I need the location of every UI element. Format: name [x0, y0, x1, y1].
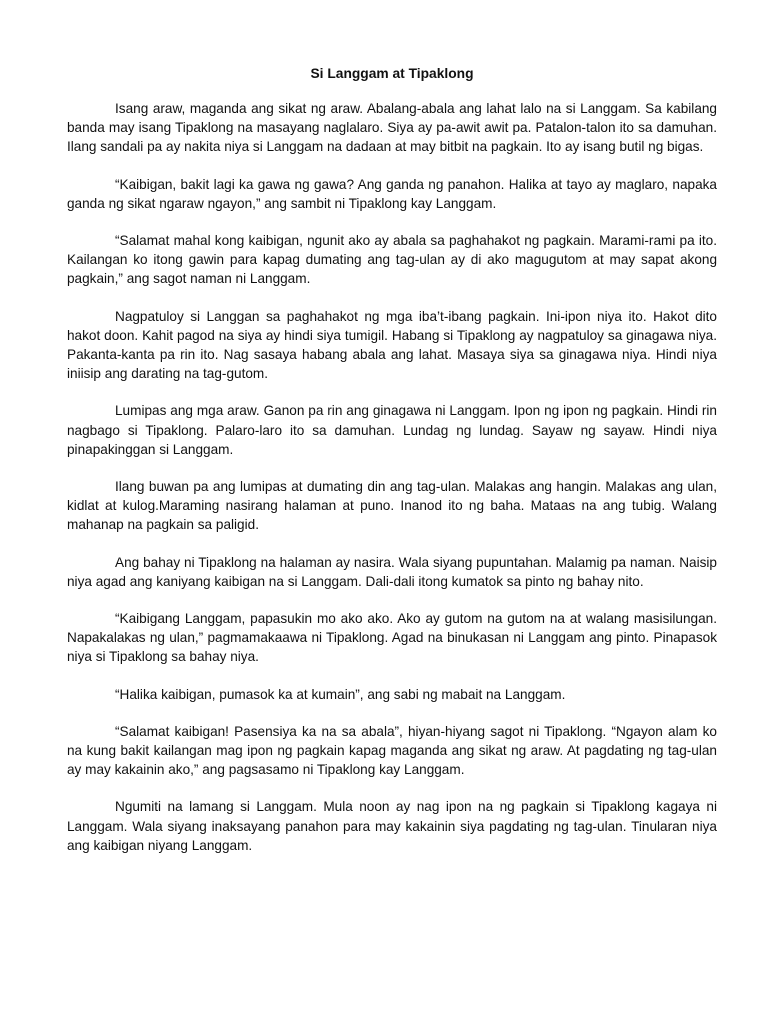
paragraph-11: Ngumiti na lamang si Langgam. Mula noon ay nag ipon na ng pagkain si Tipaklong kagaya ni Langgam. Wala siyang inaksayang panahon para may kakainin siya pagdating ng tag-ulan. Tinularan niya ang kaibigan niyang Langgam.: [67, 799, 717, 853]
paragraph-8: “Kaibigang Langgam, papasukin mo ako ako. Ako ay gutom na gutom na at walang masisilungan. Napakalakas ng ulan,” pagmamakaawa ni Tipaklong. Agad na binukasan ni Langgam ang pinto. Pinapasok niya si Tipaklong sa bahay niya.: [67, 611, 717, 665]
document-title: Si Langgam at Tipaklong: [310, 66, 474, 81]
paragraph-4: Nagpatuloy si Langgan sa paghahakot ng mga iba’t-ibang pagkain. Ini-ipon niya ito. Hakot dito hakot doon. Kahit pagod na siya ay hindi siya tumigil. Habang si Tipaklong ay nagpatuloy sa ginagawa niya. Pakanta-kanta pa rin ito. Nag sasaya habang abala ang lahat. Masaya siya sa ginagawa niya. Hindi niya iniisip ang darating na tag-gutom.: [67, 308, 717, 382]
paragraph-6: Ilang buwan pa ang lumipas at dumating din ang tag-ulan. Malakas ang hangin. Malakas ang ulan, kidlat at kulog.Maraming nasirang halaman at puno. Inanod ito ng baha. Mataas na ang tubig. Walang mahanap na pagkain sa paligid.: [67, 479, 717, 533]
paragraph-10: “Salamat kaibigan! Pasensiya ka na sa abala”, hiyan-hiyang sagot ni Tipaklong. “Ngayon alam ko na kung bakit kailangan mag ipon ng pagkain kapag maganda ang sikat ng araw. At pagdating ng tag-ulan ay may kakainin ako,” ang pagsasamo ni Tipaklong kay Langgam.: [67, 723, 717, 778]
paragraph-3: “Salamat mahal kong kaibigan, ngunit ako ay abala sa paghahakot ng pagkain. Marami-rami pa ito. Kailangan ko itong gawin para kapag dumating ang tag-ulan ay di ako magugutom at may sapat akong pagkain,” ang sagot naman ni Langgam.: [67, 233, 717, 287]
paragraph-5: Lumipas ang mga araw. Ganon pa rin ang ginagawa ni Langgam. Ipon ng ipon ng pagkain. Hindi rin nagbago si Tipaklong. Palaro-laro ito sa damuhan. Lundag ng lundag. Sayaw ng sayaw. Hindi niya pinapakinggan si Langgam.: [67, 403, 717, 457]
paragraph-9: “Halika kaibigan, pumasok ka at kumain”, ang sabi ng mabait na Langgam.: [115, 686, 566, 702]
paragraph-2: “Kaibigan, bakit lagi ka gawa ng gawa? Ang ganda ng panahon. Halika at tayo ay maglaro, napaka ganda ng sikat ngaraw ngayon,” ang sambit ni Tipaklong kay Langgam.: [67, 176, 717, 211]
paragraph-7: Ang bahay ni Tipaklong na halaman ay nasira. Wala siyang pupuntahan. Malamig pa naman. Naisip niya agad ang kaniyang kaibigan na si Langgam. Dali-dali itong kumatok sa pinto ng bahay nito.: [67, 554, 717, 589]
paragraph-1: Isang araw, maganda ang sikat ng araw. Abalang-abala ang lahat lalo na si Langgam. Sa kabilang banda may isang Tipaklong na masayang naglalaro. Siya ay pa-awit awit pa. Patalon-talon ito sa damuhan. Ilang sandali pa ay nakita niya si Langgam na dadaan at may bitbit na pagkain. Ito ay isang butil ng bigas.: [67, 101, 717, 155]
